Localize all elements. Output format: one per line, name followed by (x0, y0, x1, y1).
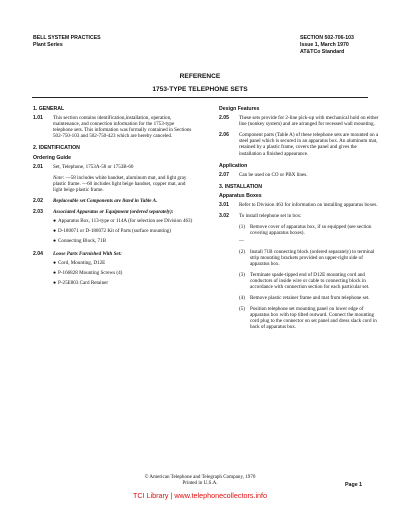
step-text: Terminate spade-tipped end of D12E mounting cord and conductors of inside wire or cable to connecting block in accordance with connection section for each particular set. (250, 271, 370, 290)
paragraph-text: Associated Apparatus or Equipment (ordered separately): (53, 209, 174, 216)
title-rule (32, 97, 368, 98)
paragraph-number: 3.01 (219, 202, 229, 209)
doc-title: 1753-TYPE TELEPHONE SETS (152, 86, 248, 93)
list-item (53, 260, 193, 266)
step-text: Remove cover of apparatus box, if so equipped (see section covering apparatus boxes). (250, 224, 372, 237)
step-number: (5) (239, 306, 245, 313)
paragraph-3-02 (219, 213, 379, 219)
list-item-text: P-166828 Mounting Screws (4) (58, 269, 123, 276)
paragraph-number: 2.07 (219, 171, 229, 178)
step-number: (2) (239, 248, 245, 255)
separator-dash: — (239, 238, 245, 245)
note-text: —58 includes white handset, aluminum mat, and light gray plastic frame. —60 includes light beige handset, copper mat, and light beige plastic frame. (53, 174, 187, 193)
step-text: Remove plastic retainer frame and mat from telephone set. (250, 295, 370, 302)
step-item (239, 272, 379, 290)
list-item-text: Cord, Mounting, D12E (58, 259, 106, 266)
header-right (300, 35, 354, 56)
step-item (239, 306, 379, 330)
section-heading-general: 1. GENERAL (33, 106, 65, 112)
left-column (33, 104, 193, 290)
paragraph-number: 2.03 (33, 209, 43, 216)
issue-date: Issue 1, March 1970 (300, 42, 349, 48)
paragraph-number: 3.02 (219, 213, 229, 220)
paragraph-2-03 (33, 209, 193, 215)
bullet-icon: ● (53, 218, 57, 225)
list-item-text: Connecting Block, 71B (58, 238, 106, 245)
header-left (33, 35, 101, 49)
paragraph-2-04 (33, 251, 193, 257)
bullet-icon: ● (53, 279, 57, 286)
paragraph-text: Loose Parts Furnished With Set: (53, 250, 122, 257)
right-column (219, 104, 379, 336)
bullet-icon: ● (53, 238, 57, 245)
note-label: Note: (53, 174, 65, 181)
list-item (53, 270, 193, 276)
paragraph-number: 1.01 (33, 115, 43, 122)
list-item-text: Apparatus Box, 113-type or 114A (for selection see Division 463) (58, 218, 193, 225)
paragraph-number: 2.04 (33, 250, 43, 257)
standard-label: AT&TCo Standard (300, 49, 345, 55)
paragraph-text: Refer to Division 463 for information on installing apparatus boxes. (239, 202, 378, 209)
step-text: Install 71B connecting block (ordered separately) to terminal strip mounting brackets provided on upper-right side of apparatus box. (250, 248, 375, 267)
bullet-icon: ● (53, 259, 57, 266)
paragraph-text: Set, Telephone, 1753A-58 or 1753B-60 (53, 163, 134, 170)
step-number: (3) (239, 271, 245, 278)
paragraph-number: 2.06 (219, 132, 229, 139)
practice-title: BELL SYSTEM PRACTICES (33, 35, 101, 41)
section-heading-installation: 3. INSTALLATION (219, 183, 263, 190)
series-name: Plant Series (33, 42, 63, 48)
subheading-application: Application (219, 162, 248, 169)
section-number: SECTION 502-706-103 (300, 35, 354, 41)
list-item-text: P-25E803 Card Retainer (58, 279, 109, 286)
paragraph-2-02 (33, 198, 193, 204)
paragraph-text: To install telephone set in box: (239, 213, 302, 220)
step-item (239, 249, 379, 267)
list-item (53, 238, 193, 244)
step-item (239, 224, 379, 236)
paragraph-2-05 (219, 115, 379, 127)
bullet-icon: ● (53, 228, 57, 235)
list-item-text: D-180071 or D-180072 Kit of Parts (surface mounting) (58, 228, 172, 235)
list-item (53, 228, 193, 234)
step-number: (4) (239, 295, 245, 302)
paragraph-1-01 (33, 115, 193, 139)
subheading-ordering-guide: Ordering Guide (33, 154, 72, 161)
paragraph-number: 2.05 (219, 115, 229, 122)
paragraph-2-07 (219, 172, 379, 178)
footer (0, 474, 400, 486)
copyright-notice: © American Telephone and Telegraph Company, 1970 (144, 474, 256, 480)
list-item (53, 280, 193, 286)
doc-kind: REFERENCE (179, 73, 221, 80)
paragraph-3-01 (219, 202, 379, 208)
step-number: (1) (239, 224, 245, 231)
step-item (239, 295, 379, 301)
paragraph-number: 2.02 (33, 198, 43, 205)
paragraph-2-01 (33, 164, 193, 170)
list-item (53, 218, 193, 224)
printed-notice: Printed in U.S.A. (182, 480, 218, 487)
paragraph-2-06 (219, 132, 379, 156)
section-heading-identification: 2. IDENTIFICATION (33, 145, 80, 152)
paragraph-number: 2.01 (33, 163, 43, 170)
paragraph-text: These sets provide for 2-line pick-up with mechanical hold on either line (nonkey system) and are arranged for recessed wall mounting. (239, 115, 379, 128)
note-block (53, 175, 193, 193)
library-link[interactable]: TCI Library | www.telephonecollectors.info (132, 491, 268, 500)
paragraph-text: Component parts (Table A) of these telephone sets are mounted on a steel panel which is secured in an apparatus box. An aluminum mat, retained by a plastic frame, covers the panel and gives the installation a finished appearance. (239, 132, 379, 157)
subheading-design-features: Design Features (219, 106, 260, 112)
step-text: Position telephone set mounting panel on lower edge of apparatus box with top tilted outward. Connect the mounting cord plug to the connector on set panel and dress slack cord in back of apparatus box. (250, 306, 377, 331)
subheading-apparatus-boxes: Apparatus Boxes (219, 192, 262, 199)
paragraph-text: Can be used on CO or PBX lines. (239, 171, 308, 178)
bullet-icon: ● (53, 269, 57, 276)
paragraph-text: This section contains identification,installation, operation, maintenance, and connection information for the 1753-type telephone sets. This information was formally contained in Sections 502-750-103 and 502-750-423 which are hereby canceled. (53, 115, 192, 140)
page-number: Page 1 (345, 482, 363, 488)
paragraph-text: Replaceable set Components are listed in Table A. (53, 198, 158, 205)
